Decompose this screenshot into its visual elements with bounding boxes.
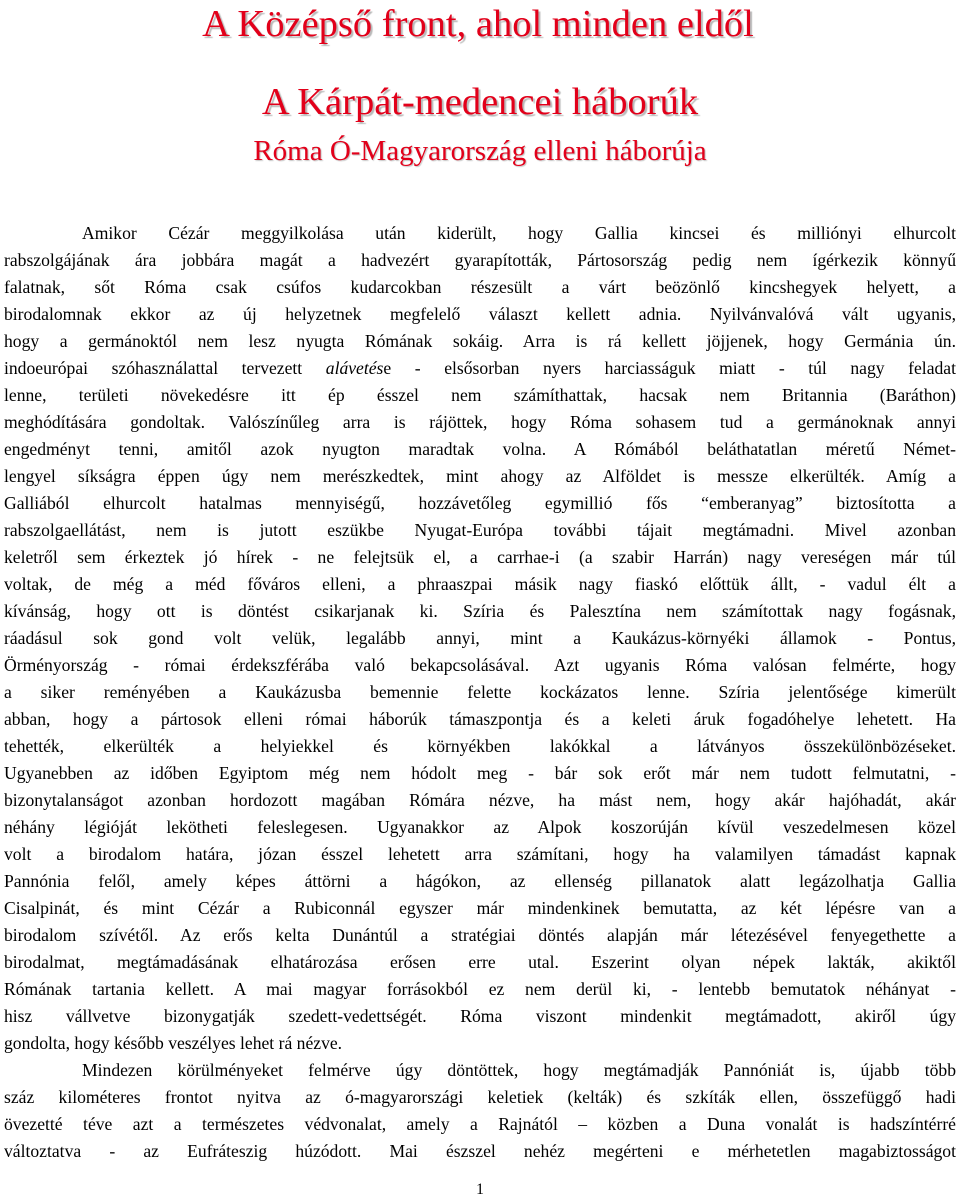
page-number: 1: [476, 1181, 484, 1198]
document-title: A Középső front, ahol minden eldől: [202, 3, 754, 45]
text-line: hisz vállvetve bizonygatják szedett-vedettségét. Róma viszont mindenkit megtámadott, akiről úgy: [4, 1006, 956, 1026]
text-line: Galliából elhurcolt hatalmas mennyiségű, hozzávetőleg egymillió fős “emberanyag” biztosította a: [4, 493, 956, 513]
text-line: Pannónia felől, amely képes áttörni a hágókon, az ellenség pillanatok alatt legázolhatja Gallia: [4, 871, 956, 891]
text-line: lengyel síkságra éppen úgy nem merészkedtek, mint ahogy az Alföldet is messze elkerülték. Amíg a: [4, 466, 956, 486]
text-line: Amikor Cézár meggyilkolása után kiderült, hogy Gallia kincsei és milliónyi elhurcolt: [82, 223, 956, 243]
text-line: bizonytalanságot azonban hordozott magában Rómára nézve, ha mást nem, hogy akár hajóhadát, akár: [4, 790, 956, 810]
text-line: tehették, elkerülték a helyiekkel és környékben lakókkal a látványos összekülönbözéseket.: [4, 736, 956, 756]
text-line: rabszolgaellátást, nem is jutott eszükbe Nyugat-Európa további tájait megtámadni. Mivel azonban: [4, 520, 956, 540]
text-line: engedményt tenni, amitől azok nyugton maradtak volna. A Rómából beláthatatlan méretű Német-: [4, 439, 956, 459]
text-line: volt a birodalom határa, józan ésszel lehetett arra számítani, hogy ha valamilyen támadást kapnak: [4, 844, 956, 864]
paragraph-2: [4, 1057, 956, 1165]
text-line: néhány légióját lekötheti feleslegesen. Ugyanakkor az Alpok koszorúján kívül veszedelmesen közel: [4, 817, 956, 837]
text-line: falatnak, sőt Róma csak csúfos kudarcokban részesült a várt beözönlő kincshegyek helyett, a: [4, 277, 956, 297]
text-line: Cisalpinát, és mint Cézár a Rubiconnál egyszer már mindenkinek bemutatta, az két lépésre van a: [4, 898, 956, 918]
text-line: Örményország - római érdekszférába való bekapcsolásával. Azt ugyanis Róma valósan felmérte, hogy: [4, 655, 956, 675]
text-line: keletről sem érkeztek jó hírek - ne felejtsük el, a carrhae-i (a szabir Harrán) nagy vereségen már túl: [4, 547, 956, 567]
text-line: birodalmat, megtámadásának elhatározása erősen erre utal. Eszerint olyan népek lakták, akiktől: [4, 952, 956, 972]
text-line: gondolta, hogy később veszélyes lehet rá nézve.: [4, 1033, 343, 1053]
text-line: rabszolgájának ára jobbára magát a hadvezért gyarapították, Pártosország pedig nem ígérkezik könnyű: [4, 250, 956, 270]
italic-term: alávetés: [325, 358, 384, 378]
text-line: voltak, de még a méd főváros elleni, a phraaszpai másik nagy fiaskó előttük állt, - vadul élt a: [4, 574, 956, 594]
text-line: hogy a germánoktól nem lesz nyugta Rómának sokáig. Arra is rá kellett jöjjenek, hogy Germánia ún.: [4, 331, 956, 351]
text-line: a siker reményében a Kaukázusba bemennie felette kockázatos lenne. Szíria jelentősége kimerült: [4, 682, 956, 702]
text-line: abban, hogy a pártosok elleni római háborúk támaszpontja és a keleti áruk fogadóhelye lehetett. Ha: [4, 709, 956, 729]
text-line: indoeurópai szóhasználattal tervezett alávetése - elsősorban nyers harciasságuk miatt - túl nagy feladat: [4, 358, 956, 378]
paragraph-1: [4, 220, 956, 1057]
text-line: kívánság, hogy ott is döntést csikarjanak ki. Szíria és Palesztína nem számítottak nagy fogásnak,: [4, 601, 956, 621]
text-line: száz kilométeres frontot nyitva az ó-magyarországi keletiek (kelták) és szkíták ellen, összefüggő hadi: [4, 1087, 956, 1107]
text-line: övezetté téve azt a természetes védvonalat, amely a Rajnától – közben a Duna vonalát is hadszíntérré: [4, 1114, 956, 1134]
body-text: [4, 220, 956, 1165]
text-line: lenne, területi növekedésre itt ép ésszel nem számíthattak, hacsak nem Britannia (Baráthon): [4, 385, 956, 405]
text-line: Rómának tartania kellett. A mai magyar forrásokból ez nem derül ki, - lentebb bemutatok néhányat -: [4, 979, 956, 999]
text-line: Ugyanebben az időben Egyiptom még nem hódolt meg - bár sok erőt már nem tudott felmutatni, -: [4, 763, 956, 783]
text-line: meghódítására gondoltak. Valószínűleg arra is rájöttek, hogy Róma sohasem tud a germánoknak annyi: [4, 412, 956, 432]
text-line: birodalom szívétől. Az erős kelta Dunántúl a stratégiai döntés alapján már létezésével fenyegethette a: [4, 925, 956, 945]
text-line: Mindezen körülményeket felmérve úgy döntöttek, hogy megtámadják Pannóniát is, újabb több: [82, 1060, 956, 1080]
text-line: birodalomnak ekkor az új helyzetnek megfelelő választ kellett adnia. Nyilvánvalóvá vált ugyanis,: [4, 304, 956, 324]
document-subtitle: A Kárpát-medencei háborúk: [261, 81, 699, 123]
text-line: változtatva - az Eufráteszig húzódott. Mai észszel nehéz megérteni e mérhetetlen magabiztosságot: [4, 1141, 956, 1161]
section-title: Róma Ó-Magyarország elleni háborúja: [253, 135, 707, 167]
text-line: ráadásul sok gond volt velük, legalább annyi, mint a Kaukázus-környéki államok - Pontus,: [4, 628, 956, 648]
